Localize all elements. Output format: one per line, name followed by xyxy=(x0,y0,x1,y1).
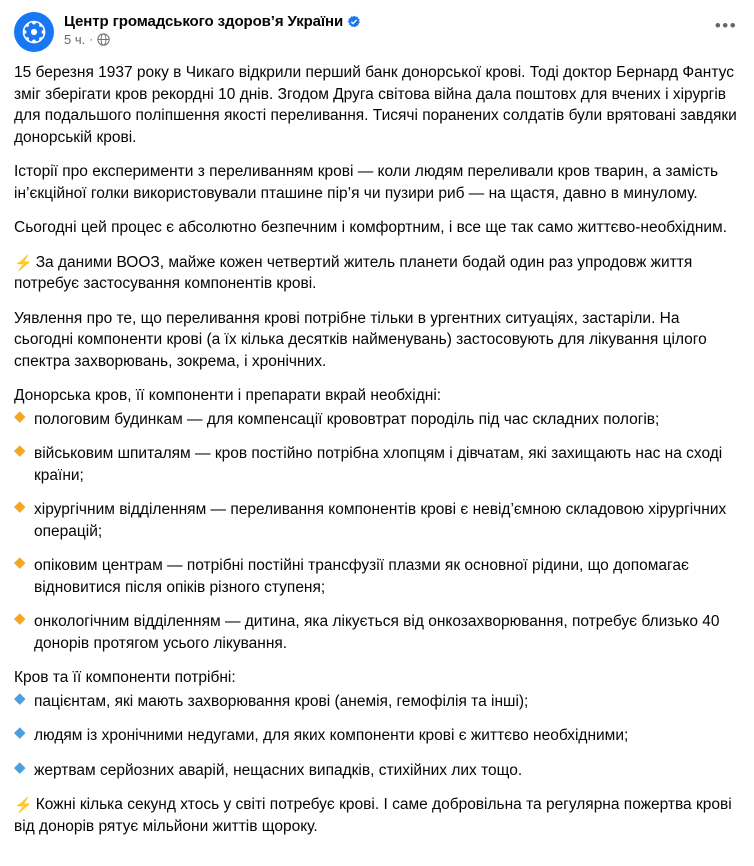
list-item-text: пацієнтам, які мають захворювання крові (анемія, гемофілія та інші); xyxy=(34,692,529,710)
list-item xyxy=(14,409,740,431)
post-paragraph-4 xyxy=(14,252,740,295)
post-paragraph-6 xyxy=(14,794,740,837)
globe-icon[interactable] xyxy=(97,33,110,46)
meta-separator: · xyxy=(89,32,94,46)
bolt-emoji-icon: ⚡ xyxy=(14,797,33,814)
post-header-text xyxy=(64,12,740,47)
post-paragraph-6-text: Кожні кілька секунд хтось у світі потребує крові. І саме добровільна та регулярна пожертва крові від донорів рятує мільйони життів щороку. xyxy=(14,796,732,835)
post-paragraph-2: Історії про експерименти з переливанням крові — коли людям переливали кров тварин, а замість ін’єкційної голки використовували пташине пір’я чи пузири риб — на щастя, давно в минулому. xyxy=(14,163,719,202)
list-item-text: хірургічним відділенням — переливання компонентів крові є невід’ємною складовою хірургічних операцій; xyxy=(34,501,727,540)
list-item xyxy=(14,691,740,713)
diamond-marker-icon: ◆ xyxy=(14,442,26,459)
list-1-intro: Донорська кров, її компоненти і препарати вкрай необхідні: xyxy=(14,387,442,404)
verified-badge-icon xyxy=(347,15,361,29)
post-paragraph-1: 15 березня 1937 року в Чикаго відкрили перший банк донорської крові. Тоді доктор Бернард Фантус зміг зберігати кров рекордні 10 днів. Згодом Друга світова війна дала поштовх для вчених і хірургів для подальшого поліпшення якості переливання. Тисячі поранених солдатів були врятовані завдяки донорській крові. xyxy=(14,64,737,146)
list-item-text: пологовим будинкам — для компенсації крововтрат породіль під час складних пологів; xyxy=(34,410,660,428)
diamond-marker-icon: ◆ xyxy=(14,407,26,425)
bullet-list-2 xyxy=(14,691,740,782)
list-item xyxy=(14,443,740,486)
post-options-button[interactable]: ••• xyxy=(714,16,738,35)
bullet-list-1 xyxy=(14,409,740,655)
post-paragraph-3: Сьогодні цей процес є абсолютно безпечним і комфортним, і все ще так само життєво-необхідним. xyxy=(14,219,727,236)
list-item xyxy=(14,760,740,782)
post-meta xyxy=(64,32,740,47)
list-item xyxy=(14,611,740,654)
list-item-text: людям із хронічними недугами, для яких компоненти крові є життєво необхідними; xyxy=(34,727,629,744)
diamond-marker-icon: ◆ xyxy=(14,498,26,515)
diamond-marker-icon: ◆ xyxy=(14,758,26,776)
list-item-text: опіковим центрам — потрібні постійні трансфузії плазми як основної рідини, що допомагає відновитися після опіків різного ступеня; xyxy=(34,557,689,596)
list-item xyxy=(14,499,740,542)
page-avatar-logo xyxy=(14,12,54,52)
list-item xyxy=(14,725,740,747)
post-header xyxy=(0,0,754,58)
diamond-marker-icon: ◆ xyxy=(14,724,26,741)
post-paragraph-4-text: За даними ВООЗ, майже кожен четвертий житель планети бодай один раз упродовж життя потребує застосування компонентів крові. xyxy=(14,253,693,292)
diamond-marker-icon: ◆ xyxy=(14,610,26,627)
diamond-marker-icon: ◆ xyxy=(14,554,26,571)
page-name-row xyxy=(64,13,740,30)
list-item xyxy=(14,555,740,598)
list-item-text: військовим шпиталям — кров постійно потрібна хлопцям і дівчатам, які захищають нас на сході країни; xyxy=(34,445,723,484)
avatar[interactable] xyxy=(14,12,54,52)
list-2-intro: Кров та її компоненти потрібні: xyxy=(14,669,236,686)
diamond-marker-icon: ◆ xyxy=(14,689,26,707)
list-item-text: жертвам серйозних аварій, нещасних випадків, стихійних лих тощо. xyxy=(34,761,523,779)
bolt-emoji-icon: ⚡ xyxy=(14,254,33,272)
post-timestamp[interactable]: 5 ч. xyxy=(64,32,86,47)
post-paragraph-5: Уявлення про те, що переливання крові потрібне тільки в ургентних ситуаціях, застаріли. На сьогодні компоненти крові (а їх кілька десятків найменувань) застосовують для лікування цілого спектра захворювань, зокрема, і хронічних. xyxy=(14,309,707,370)
page-name[interactable]: Центр громадського здоров’я України xyxy=(64,13,344,30)
post-body xyxy=(0,58,754,866)
list-item-text: онкологічним відділенням — дитина, яка лікується від онкозахворювання, потребує близько 40 донорів протягом усього лікування. xyxy=(34,613,720,652)
